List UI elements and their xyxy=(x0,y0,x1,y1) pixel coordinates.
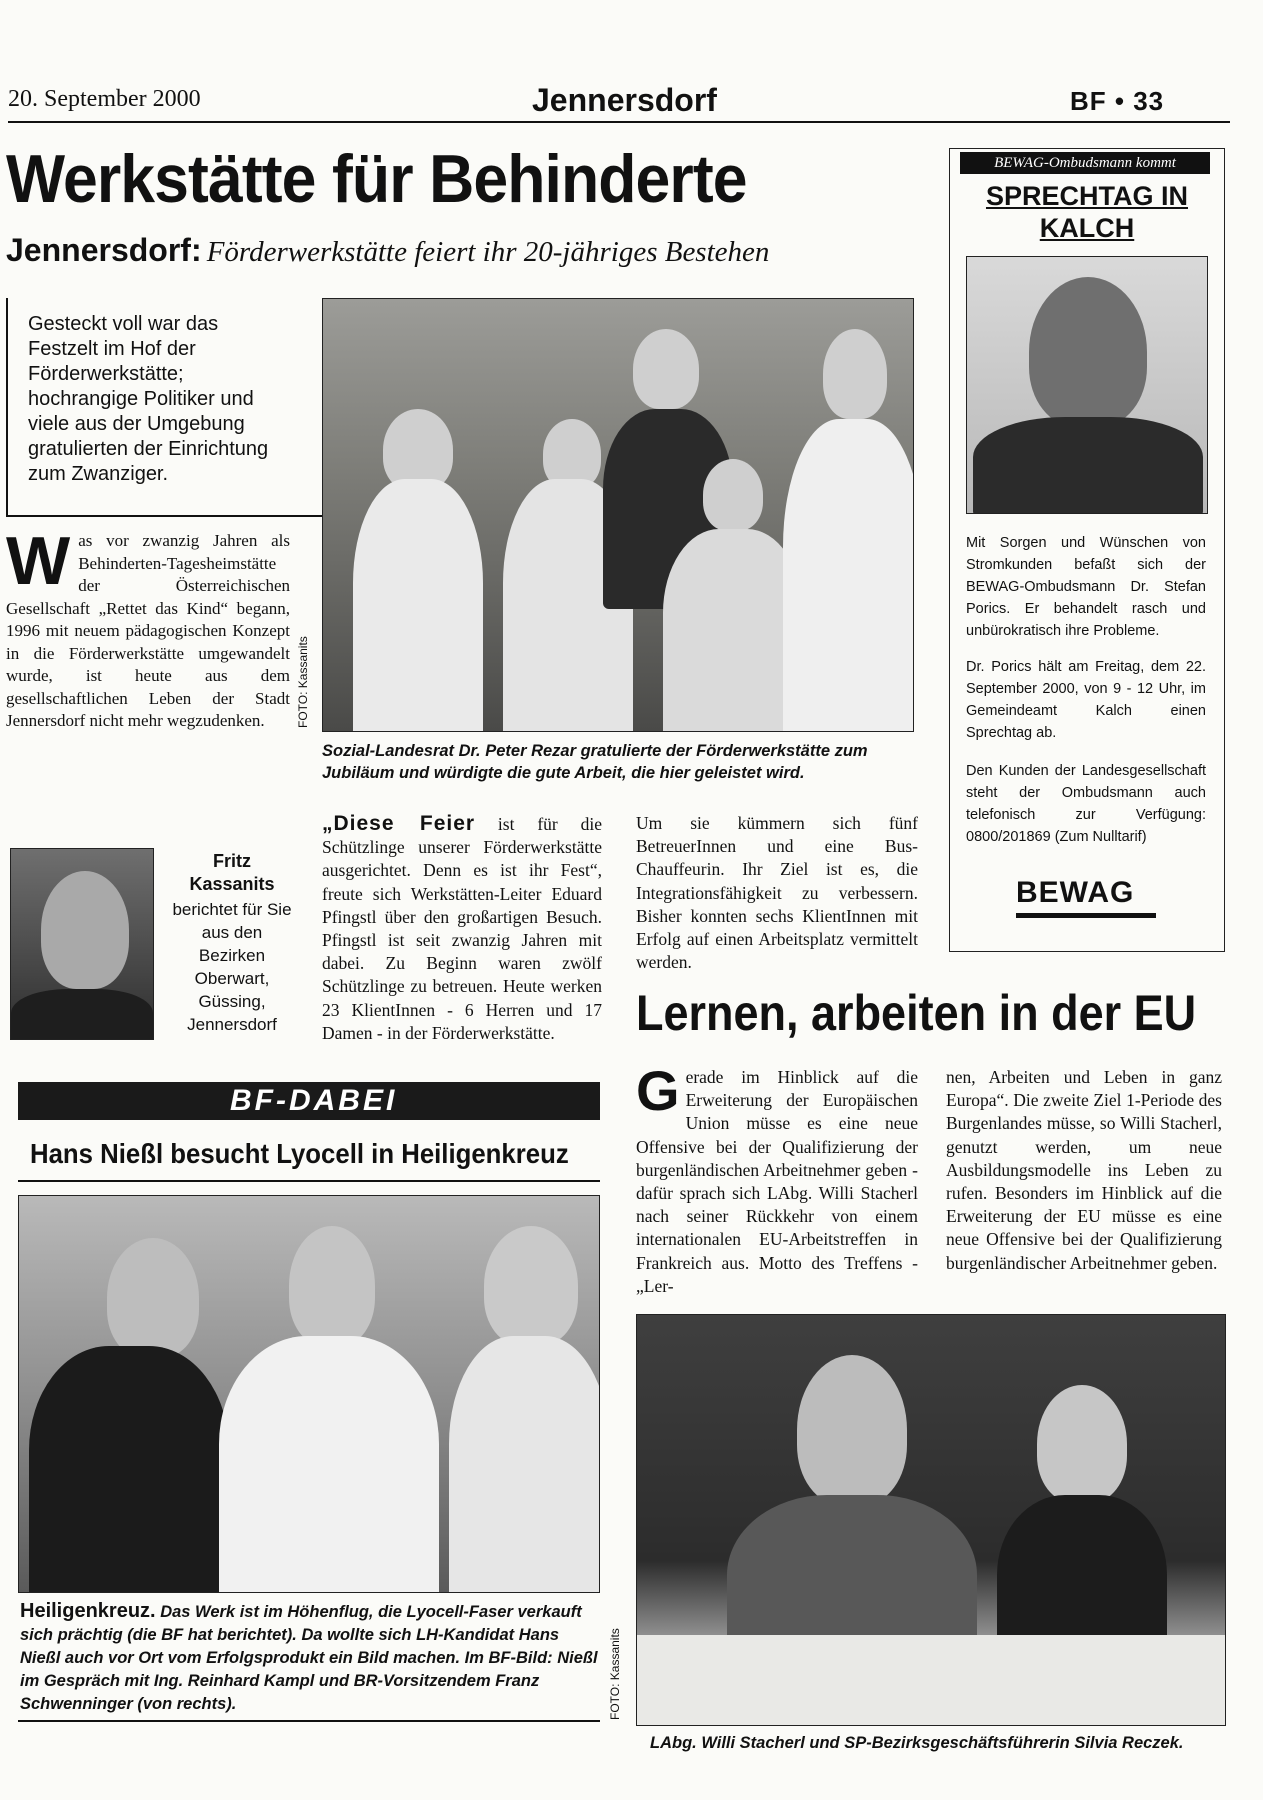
person-body xyxy=(29,1346,229,1593)
main-photo-caption: Sozial-Landesrat Dr. Peter Rezar gratulierte der Förderwerkstätte zum Jubiläum und würdigte die gute Arbeit, die hier geleistet wird. xyxy=(322,742,868,782)
person-head xyxy=(484,1226,578,1346)
main-photo-credit: FOTO: Kassanits xyxy=(296,636,310,728)
author-head xyxy=(41,871,129,989)
person-head xyxy=(703,459,763,531)
subhead-text: Förderwerkstätte feiert ihr 20-jähriges Bestehen xyxy=(206,236,770,268)
lead-bottom-rule xyxy=(6,515,322,517)
ombudsman-body xyxy=(973,417,1203,514)
eu-col1-text: erade im Hinblick auf die Erweiterung der Europäischen Union müsse es eine neue Offensive bei der Qualifizierung der burgenländischen Arbeitnehmer geben - dafür sprach sich LAbg. Willi Stacherl nach seiner Rückkehr von einem internationalen EU-Arbeitstreffen in Frankreich aus. Motto des Treffens - „Ler- xyxy=(636,1067,918,1296)
eu-column-2: nen, Arbeiten und Leben in ganz Europa“. Die zweite Ziel 1-Periode des Burgenlandes müsse, so Willi Stacherl, genutzt werden, um neue Ausbildungsmodelle ins Leben zu rufen. Besonders im Hinblick auf die Erweiterung der EU müsse es eine neue Offensive bei der Qualifizierung burgenländischer Arbeitnehmer geben. xyxy=(946,1067,1222,1273)
stacherl-reczek-photo xyxy=(636,1314,1226,1726)
person-head xyxy=(823,329,887,419)
person-head xyxy=(1037,1385,1127,1503)
eu-photo-credit: FOTO: Kassanits xyxy=(608,1628,622,1720)
author-body xyxy=(11,989,153,1040)
page-number: BF • 33 xyxy=(1070,86,1165,116)
person-head xyxy=(797,1355,907,1505)
bf-dabei-banner xyxy=(18,1082,600,1120)
person-head xyxy=(107,1238,199,1358)
bewag-logo-underline xyxy=(1016,913,1156,918)
col2-lead: „Diese Feier xyxy=(322,812,476,835)
table-papers xyxy=(637,1635,1225,1725)
caption-place: Heiligenkreuz. xyxy=(20,1600,156,1622)
ad-text-2: Dr. Porics hält am Freitag, dem 22. September 2000, von 9 - 12 Uhr, im Gemeindeamt Kalch einen Sprechtag ab. xyxy=(966,659,1206,741)
person-head xyxy=(289,1226,375,1346)
person-body xyxy=(353,479,483,732)
body-column-1 xyxy=(6,523,290,733)
bf-dabei-bottom-rule xyxy=(18,1720,600,1722)
bf-dabei-label: BF-DABEI xyxy=(230,1084,398,1117)
ombudsman-head xyxy=(1029,277,1147,427)
body-text-1: as vor zwanzig Jahren als Behinderten-Tagesheimstätte der Österreichischen Gesellschaft „Rettet das Kind“ begann, 1996 mit neuem pädagogischen Konzept in die Förderwerkstätte umgewandelt wurde, ist heute aus dem gesellschaftlichen Leben der Stadt Jennersdorf nicht mehr wegzudenken. xyxy=(6,531,290,730)
eu-headline: Lernen, arbeiten in der EU xyxy=(636,985,1197,1041)
body-column-2 xyxy=(322,812,602,1045)
eu-column-1 xyxy=(636,1059,918,1298)
bf-dabei-headline: Hans Nießl besucht Lyocell in Heiligenkreuz xyxy=(30,1138,569,1169)
lead-text: Gesteckt voll war das Festzelt im Hof der Förderwerkstätte; hochrangige Politiker und viele aus der Umgebung gratulierten der Einrichtung zum Zwanziger. xyxy=(28,313,269,485)
eu-photo-caption: LAbg. Willi Stacherl und SP-Bezirksgeschäftsführerin Silvia Reczek. xyxy=(650,1734,1184,1752)
person-body xyxy=(219,1336,439,1593)
ombudsman-photo xyxy=(966,256,1208,514)
issue-date: 20. September 2000 xyxy=(8,86,201,112)
person-body xyxy=(783,419,914,732)
workshop-group-photo xyxy=(322,298,914,732)
person-head xyxy=(633,329,699,409)
author-name: Fritz Kassanits xyxy=(189,851,275,894)
lyocell-visit-photo xyxy=(18,1195,600,1593)
lead-left-rule xyxy=(6,298,8,516)
dropcap-g: G xyxy=(636,1059,680,1122)
main-headline: Werkstätte für Behinderte xyxy=(6,141,747,217)
caption-text: Das Werk ist im Höhenflug, die Lyocell-Faser verkauft sich prächtig (die BF hat berichtet). Da wollte sich LH-Kandidat Hans Nießl auch vor Ort vom Erfolgsprodukt ein Bild machen. Im BF-Bild: Nießl im Gespräch mit Ing. Reinhard Kampl und BR-Vorsitzendem Franz Schwenninger (von rechts). xyxy=(20,1603,598,1713)
person-body xyxy=(449,1336,600,1593)
author-photo xyxy=(10,848,154,1040)
ad-title: SPRECHTAG IN KALCH xyxy=(985,181,1188,243)
main-subhead xyxy=(6,232,769,269)
dropcap-w: W xyxy=(6,523,71,599)
col2-text: ist für die Schützlinge unserer Förderwerkstätte ausgerichtet. Denn es ist ihr Fest“, freute sich Werkstätten-Leiter Eduard Pfingstl über den großartigen Besuch. Pfingstl ist seit zwanzig Jahren mit dabei. Zu Beginn waren zwölf Schützlinge zu betreuen. Heute werken 23 KlientInnen - 6 Herren und 17 Damen - in der Förderwerkstätte. xyxy=(322,814,602,1043)
subhead-place: Jennersdorf: xyxy=(6,232,202,268)
section-title: Jennersdorf xyxy=(532,82,717,118)
ad-kicker: BEWAG-Ombudsmann kommt xyxy=(960,152,1210,174)
bf-dabei-caption xyxy=(20,1600,600,1716)
header-rule xyxy=(8,121,1230,123)
bf-dabei-rule xyxy=(18,1180,600,1182)
person-body xyxy=(663,529,803,732)
ad-text-3: Den Kunden der Landesgesellschaft steht der Ombudsmann auch telefonisch zur Verfügung: 0800/201869 (Zum Nulltarif) xyxy=(966,763,1206,845)
body-column-3: Um sie kümmern sich fünf BetreuerInnen und eine Bus-Chauffeurin. Ihr Ziel ist es, die Integrationsfähigkeit zu verbessern. Bisher konnten sechs KlientInnen mit Erfolg auf einen Arbeitsplatz vermittelt werden. xyxy=(636,813,918,973)
bewag-logo: BEWAG xyxy=(1016,876,1135,909)
ad-text-1: Mit Sorgen und Wünschen von Stromkunden befaßt sich der BEWAG-Ombudsmann Dr. Stefan Porics. Er behandelt rasch und unbürokratisch ihre Probleme. xyxy=(966,535,1206,639)
author-text: berichtet für Sie aus den Bezirken Oberwart, Güssing, Jennersdorf xyxy=(172,900,292,1034)
